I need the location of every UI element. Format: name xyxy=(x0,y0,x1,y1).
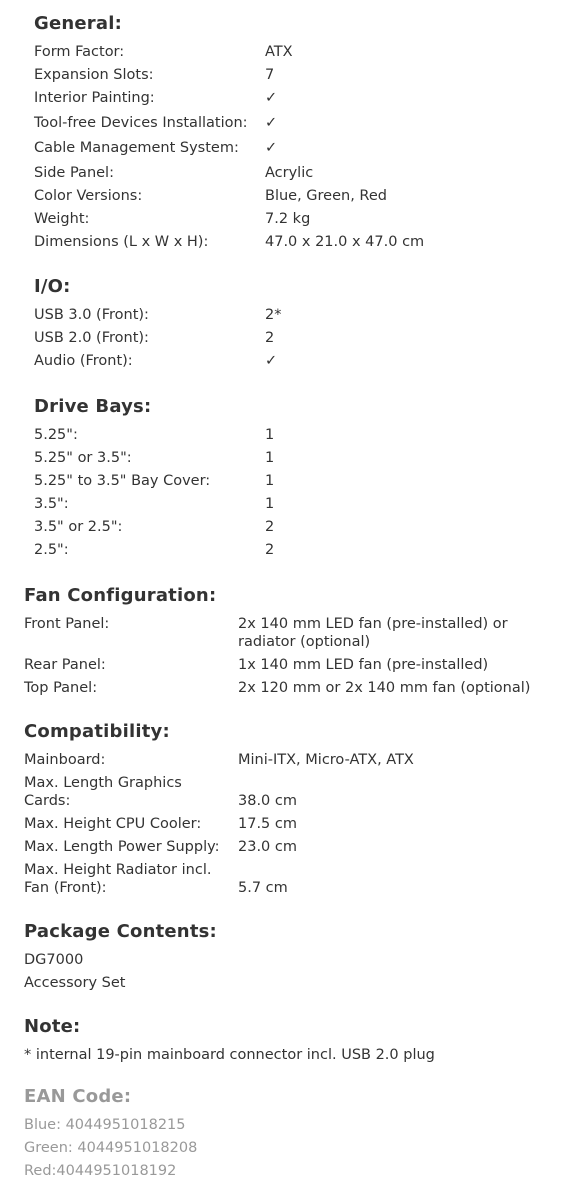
spec-value: 2 xyxy=(265,519,275,535)
section-title-io: I/O: xyxy=(34,276,71,297)
section-drive-bays xyxy=(34,396,574,564)
spec-label: Interior Painting: xyxy=(34,90,155,106)
spec-label: Color Versions: xyxy=(34,188,143,204)
spec-value: 23.0 cm xyxy=(238,839,297,855)
spec-row xyxy=(34,306,574,324)
spec-label: USB 2.0 (Front): xyxy=(34,330,149,346)
check-icon: ✓ xyxy=(265,115,278,131)
spec-value: 7.2 kg xyxy=(265,211,311,227)
spec-value: ATX xyxy=(265,44,293,60)
spec-row xyxy=(34,210,574,228)
section-title-drive-bays: Drive Bays: xyxy=(34,396,152,417)
section-package-contents xyxy=(24,921,574,997)
spec-value: 17.5 cm xyxy=(238,816,297,832)
spec-label: 5.25": xyxy=(34,427,78,443)
section-compatibility xyxy=(24,721,574,902)
spec-label: Expansion Slots: xyxy=(34,67,154,83)
spec-label: 5.25" to 3.5" Bay Cover: xyxy=(34,473,211,489)
spec-label: Tool-free Devices Installation: xyxy=(34,115,248,131)
spec-row xyxy=(34,329,574,347)
check-icon: ✓ xyxy=(265,90,278,106)
section-title-fan-configuration: Fan Configuration: xyxy=(24,585,217,606)
section-io xyxy=(34,276,574,375)
spec-value: 1x 140 mm LED fan (pre-installed) xyxy=(238,657,489,673)
spec-value: 1 xyxy=(265,450,275,466)
fan-spec-list xyxy=(24,615,574,697)
spec-row xyxy=(34,139,574,157)
spec-value: 1 xyxy=(265,473,275,489)
section-title-general: General: xyxy=(34,13,122,34)
spec-row xyxy=(34,233,574,251)
section-title-compatibility: Compatibility: xyxy=(24,721,170,742)
spec-value: 2x 140 mm LED fan (pre-installed) or radiator (optional) xyxy=(238,616,508,650)
spec-value: 47.0 x 21.0 x 47.0 cm xyxy=(265,234,425,250)
spec-label: Top Panel: xyxy=(24,680,98,696)
spec-value: Blue, Green, Red xyxy=(265,188,387,204)
section-fan-configuration xyxy=(24,585,574,702)
spec-value: 5.7 cm xyxy=(238,880,288,896)
spec-row xyxy=(34,187,574,205)
spec-label: 3.5": xyxy=(34,496,69,512)
spec-value: Mini-ITX, Micro-ATX, ATX xyxy=(238,752,414,768)
spec-row xyxy=(24,774,574,810)
compatibility-spec-list xyxy=(24,751,574,897)
section-title-ean-code: EAN Code: xyxy=(24,1086,132,1107)
spec-label: Max. Length Power Supply: xyxy=(24,839,220,855)
spec-label: Form Factor: xyxy=(34,44,125,60)
spec-label: Side Panel: xyxy=(34,165,114,181)
spec-label: 3.5" or 2.5": xyxy=(34,519,123,535)
spec-value: 2x 120 mm or 2x 140 mm fan (optional) xyxy=(238,680,531,696)
list-item: DG7000 xyxy=(24,952,84,968)
spec-row xyxy=(24,656,574,674)
spec-label: Max. Length Graphics Cards: xyxy=(24,775,182,809)
list-item: Blue: 4044951018215 xyxy=(24,1117,186,1133)
spec-row xyxy=(24,838,574,856)
spec-row xyxy=(34,43,574,61)
spec-row xyxy=(34,426,574,444)
list-item: Red:4044951018192 xyxy=(24,1163,177,1179)
spec-label: Dimensions (L x W x H): xyxy=(34,234,209,250)
spec-value: 2 xyxy=(265,542,275,558)
section-ean-code xyxy=(24,1086,574,1185)
spec-row xyxy=(24,615,574,651)
spec-label: USB 3.0 (Front): xyxy=(34,307,149,323)
spec-row xyxy=(34,352,574,370)
spec-value: 1 xyxy=(265,427,275,443)
note-text: * internal 19-pin mainboard connector incl. USB 2.0 plug xyxy=(24,1047,435,1063)
spec-row xyxy=(24,815,574,833)
spec-label: Max. Height CPU Cooler: xyxy=(24,816,202,832)
list-item: Green: 4044951018208 xyxy=(24,1140,198,1156)
spec-row xyxy=(24,679,574,697)
spec-row xyxy=(34,518,574,536)
ean-list xyxy=(24,1116,574,1180)
spec-label: Mainboard: xyxy=(24,752,106,768)
spec-row xyxy=(34,541,574,559)
spec-label: Rear Panel: xyxy=(24,657,106,673)
spec-label: Front Panel: xyxy=(24,616,110,632)
spec-value: 2* xyxy=(265,307,282,323)
section-general xyxy=(34,13,574,256)
spec-row xyxy=(34,495,574,513)
spec-value: 7 xyxy=(265,67,275,83)
spec-row xyxy=(34,89,574,107)
spec-row xyxy=(24,861,574,897)
spec-label: Cable Management System: xyxy=(34,140,239,156)
spec-row xyxy=(34,449,574,467)
drive-bays-spec-list xyxy=(34,426,574,559)
package-list xyxy=(24,951,574,992)
spec-label: Weight: xyxy=(34,211,90,227)
spec-value: Acrylic xyxy=(265,165,314,181)
spec-label: 2.5": xyxy=(34,542,69,558)
spec-label: Audio (Front): xyxy=(34,353,133,369)
general-spec-list xyxy=(34,43,574,251)
spec-value: 2 xyxy=(265,330,275,346)
io-spec-list xyxy=(34,306,574,370)
spec-row xyxy=(34,164,574,182)
list-item: Accessory Set xyxy=(24,975,126,991)
section-title-note: Note: xyxy=(24,1016,81,1037)
spec-row xyxy=(34,472,574,490)
spec-value: 1 xyxy=(265,496,275,512)
spec-row xyxy=(34,66,574,84)
section-note xyxy=(24,1016,574,1069)
check-icon: ✓ xyxy=(265,353,278,369)
spec-value: 38.0 cm xyxy=(238,793,297,809)
spec-row xyxy=(24,751,574,769)
spec-row xyxy=(34,114,574,132)
section-title-package-contents: Package Contents: xyxy=(24,921,217,942)
spec-label: 5.25" or 3.5": xyxy=(34,450,132,466)
spec-label: Max. Height Radiator incl. Fan (Front): xyxy=(24,862,212,896)
check-icon: ✓ xyxy=(265,140,278,156)
